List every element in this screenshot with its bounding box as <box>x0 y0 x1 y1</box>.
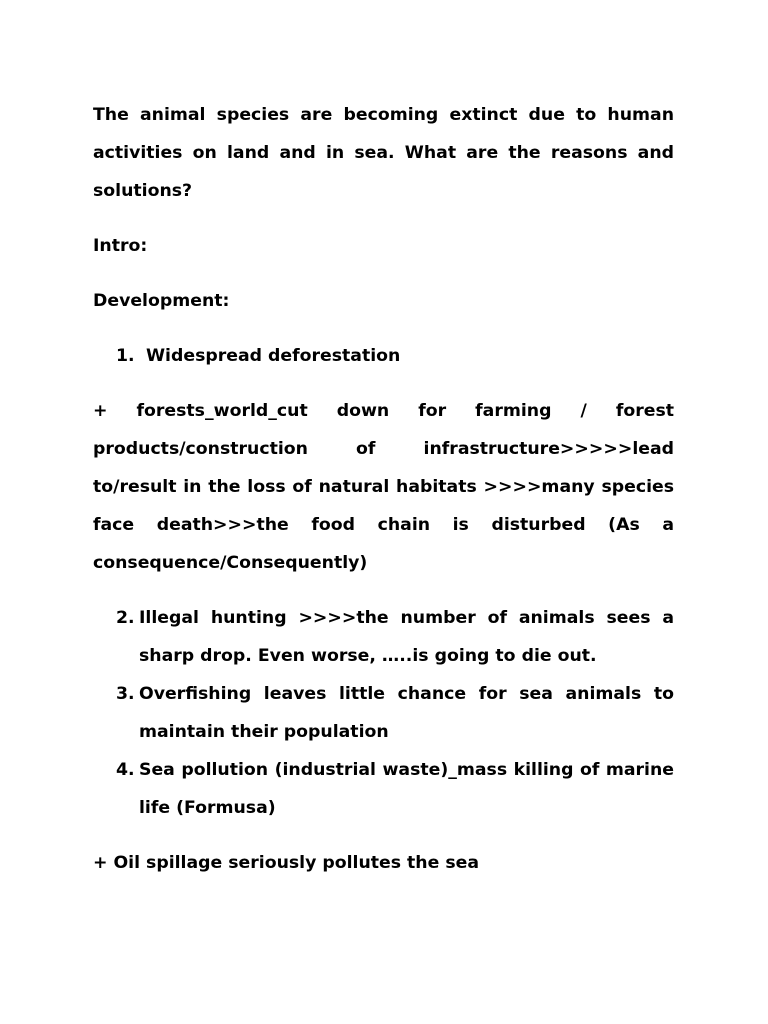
list-item-number: 3. <box>116 684 135 704</box>
list-item-number: 1. <box>116 346 135 366</box>
intro-heading: Intro: <box>93 236 148 256</box>
list-item-text: Illegal hunting >>>>the number of animals sees a sharp drop. Even worse, …..is going to die out. <box>139 608 674 666</box>
list-item <box>116 599 674 675</box>
list-item-number: 2. <box>116 608 135 628</box>
list-item <box>116 751 674 827</box>
list-item <box>116 675 674 751</box>
oil-spill-note: + Oil spillage seriously pollutes the sea <box>93 853 480 873</box>
list-item-text: Overfishing leaves little chance for sea animals to maintain their population <box>139 684 674 742</box>
essay-question: The animal species are becoming extinct due to human activities on land and in sea. What are the reasons and solutions? <box>93 105 674 201</box>
list-item-text: Widespread deforestation <box>146 346 401 366</box>
document-page <box>93 96 674 882</box>
list-item-text: Sea pollution (industrial waste)_mass killing of marine life (Formusa) <box>139 760 674 818</box>
development-heading: Development: <box>93 291 230 311</box>
deforestation-detail: + forests_world_cut down for farming / forest products/construction of infrastructure>>>>>lead to/result in the loss of natural habitats >>>>many species face death>>>the food chain is disturbed (As a consequence/Consequently) <box>93 401 674 573</box>
list-item-number: 4. <box>116 760 135 780</box>
list-item <box>116 337 674 375</box>
